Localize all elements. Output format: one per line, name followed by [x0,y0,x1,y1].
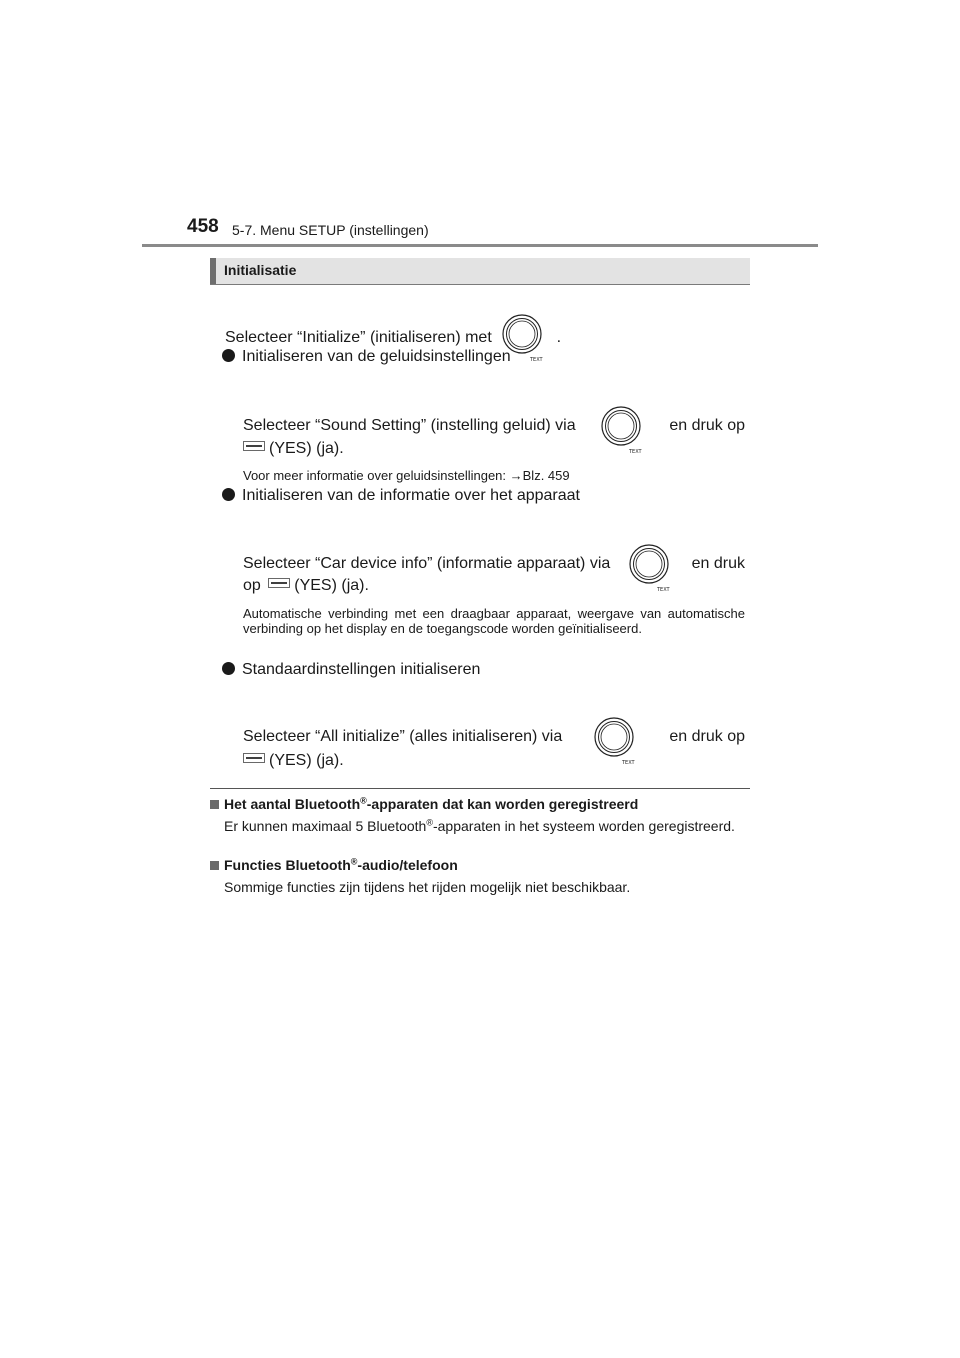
item-title-text: Standaardinstellingen initialiseren [242,661,481,678]
note-heading [210,857,458,873]
tune-knob-icon [592,717,640,765]
yes-text: (YES) (ja). [269,752,344,769]
list-item-title [222,661,480,679]
registered-mark: ® [426,817,433,828]
page-number: 458 [187,216,219,237]
note-heading-text-end: -apparaten dat kan worden geregistreerd [366,796,639,812]
svg-text:TEXT: TEXT [621,760,635,765]
item-note: Voor meer informatie over geluidsinstellingen: →Blz. 459 [243,468,570,483]
intro-end: . [556,329,562,346]
note-heading [210,796,638,812]
intro-text: Selecteer “Initialize” (initialiseren) met [225,329,492,346]
yes-text: (YES) (ja). [294,577,369,594]
registered-mark: ® [350,856,358,867]
instruction-text-end: en druk op [669,728,745,745]
instruction-text: Selecteer “All initialize” (alles initialiseren) via [243,728,563,745]
tune-knob-icon [627,544,675,592]
registered-mark: ® [360,795,367,806]
note-body-text-end: -apparaten in het systeem worden geregistreerd. [432,818,735,834]
item-note: Automatische verbinding met een draagbaar apparaat, weergave van automatische verbinding op het display en de toegangscode worden geïnitialiseerd. [243,606,745,636]
note-square-icon [210,861,219,870]
item-title-text: Initialiseren van de geluidsinstellingen [242,348,511,365]
bullet-icon [222,662,235,675]
list-item-title [222,348,511,366]
header-divider [142,244,818,247]
list-item-title [222,487,580,505]
section-accent-bar [210,258,216,284]
item-title-text: Initialiseren van de informatie over het apparaat [242,487,580,504]
note-body: Sommige functies zijn tijdens het rijden mogelijk niet beschikbaar. [224,879,631,895]
instruction-text-end: en druk op [669,417,745,434]
item-instruction-line2 [243,752,344,770]
note-square-icon [210,800,219,809]
instruction-prefix: op [243,577,261,594]
section-title: Initialisatie [224,262,297,278]
svg-text:TEXT: TEXT [628,449,642,454]
item-instruction-line2 [243,577,369,595]
tune-knob-icon [599,406,647,454]
yes-button-icon [268,578,290,588]
chapter-title: 5-7. Menu SETUP (instellingen) [232,222,429,238]
yes-text: (YES) (ja). [269,440,344,457]
knob-label: TEXT [530,357,543,362]
bullet-icon [222,488,235,501]
instruction-text: Selecteer “Sound Setting” (instelling geluid) via [243,417,576,434]
note-heading-text: Het aantal Bluetooth [224,796,361,812]
yes-button-icon [243,753,265,763]
yes-button-icon [243,441,265,451]
note-body [224,817,750,835]
note-body-text: Er kunnen maximaal 5 Bluetooth [224,818,427,834]
bullet-icon [222,349,235,362]
instruction-text: Selecteer “Car device info” (informatie apparaat) via [243,555,611,572]
svg-text:TEXT: TEXT [656,587,670,592]
section-divider [210,788,750,789]
item-instruction-line2 [243,440,344,458]
note-heading-text-end: -audio/telefoon [357,857,458,873]
note-heading-text: Functies Bluetooth [224,857,351,873]
instruction-text-end: en druk [691,555,745,572]
section-header [210,258,750,285]
